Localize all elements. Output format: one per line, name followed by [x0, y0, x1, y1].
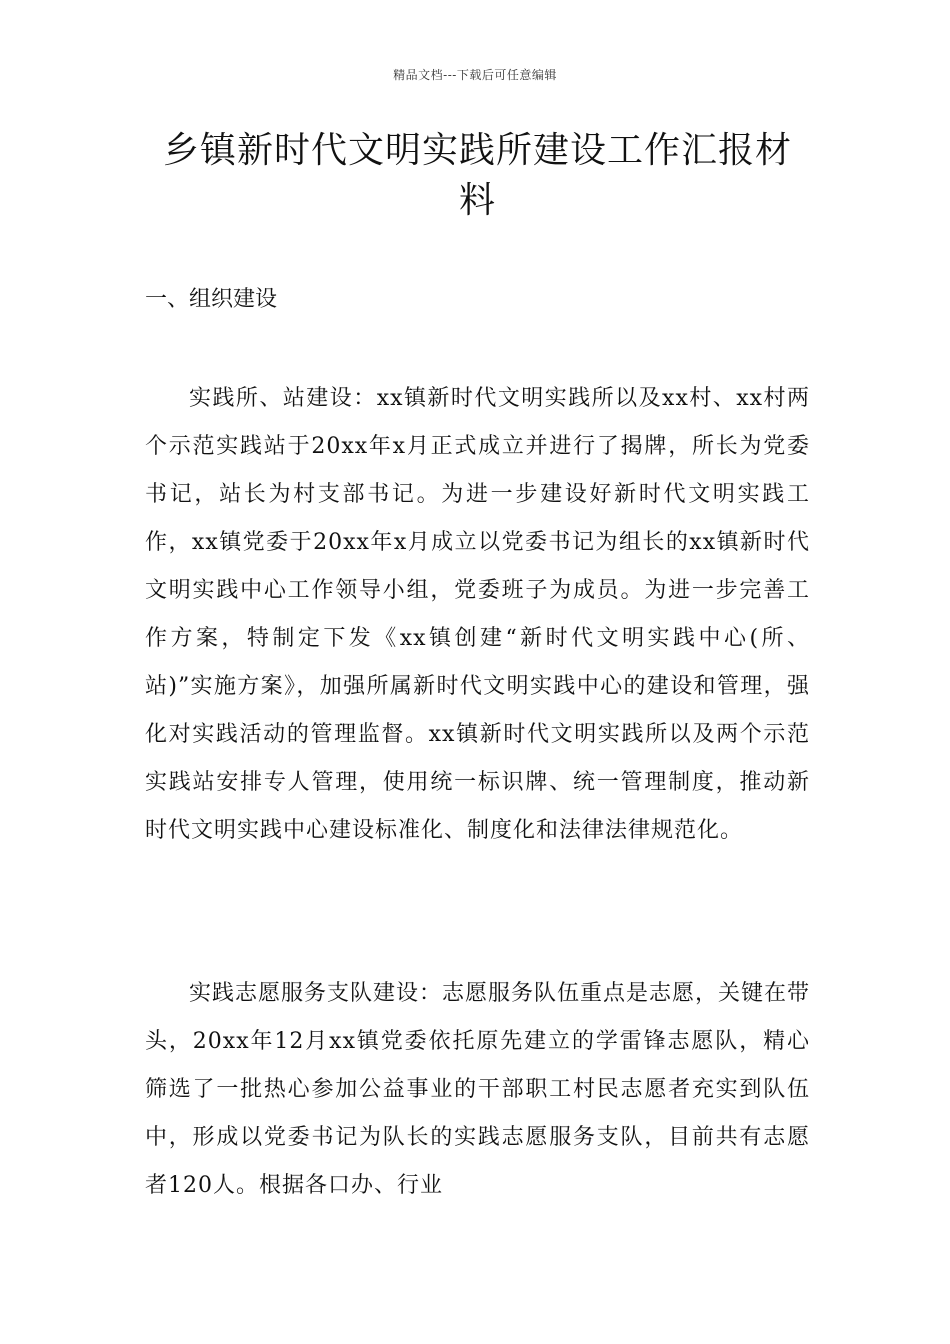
header-note: 精品文档---下载后可任意编辑 [393, 68, 557, 82]
paragraph-practice-station: 实践所、站建设：xx镇新时代文明实践所以及xx村、xx村两个示范实践站于20xx年x月正式成立并进行了揭牌，所长为党委书记，站长为村支部书记。为进一步建设好新时代文明实践工作，xx镇党委于20xx年x月成立以党委书记为组长的xx镇新时代文明实践中心工作领导小组，党委班子为成员。为进一步完善工作方案，特制定下发《xx镇创建“新时代文明实践中心(所、站)”实施方案》，加强所属新时代文明实践中心的建设和管理，强化对实践活动的管理监督。xx镇新时代文明实践所以及两个示范实践站安排专人管理，使用统一标识牌、统一管理制度，推动新时代文明实践中心建设标准化、制度化和法律法律规范化。 [145, 386, 810, 843]
document-title: 乡镇新时代文明实践所建设工作汇报材料 [162, 130, 792, 221]
paragraph-volunteer-team: 实践志愿服务支队建设：志愿服务队伍重点是志愿，关键在带头，20xx年12月xx镇党委依托原先建立的学雷锋志愿队，精心筛选了一批热心参加公益事业的干部职工村民志愿者充实到队伍中，形成以党委书记为队长的实践志愿服务支队，目前共有志愿者120人。根据各口办、行业 [145, 981, 811, 1198]
section-heading: 一、组织建设 [145, 287, 278, 312]
